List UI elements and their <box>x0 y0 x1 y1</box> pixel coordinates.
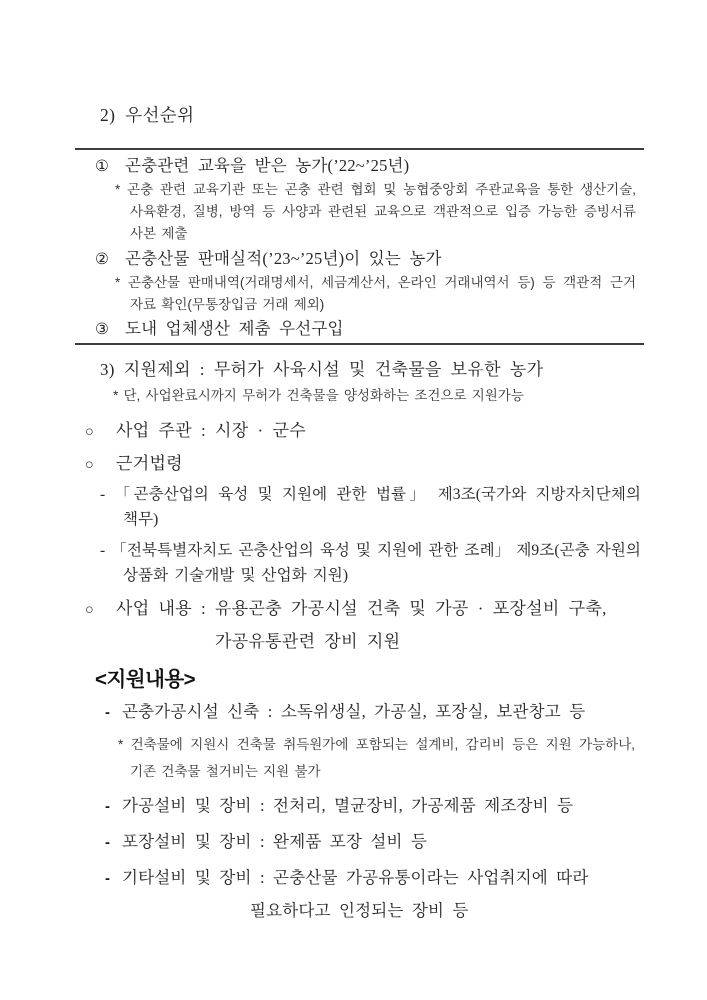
section-2-heading: 2) 우선순위 <box>100 105 195 125</box>
law-citation-2 <box>100 538 641 588</box>
priority-item-3-title: 도내 업체생산 제춤 우선구입 <box>125 319 344 338</box>
legal-basis-title: 근거법령 <box>116 454 183 473</box>
circled-1-marker: ① <box>95 158 110 175</box>
business-content-line2: 가공유통관련 장비 지원 <box>215 632 401 651</box>
law-citation-1 <box>100 482 641 532</box>
business-content-row <box>85 597 641 622</box>
business-lead-text: 사업 주관 : 시장 · 군수 <box>116 421 307 440</box>
legal-basis-row <box>85 452 641 477</box>
support-item-other <box>105 865 641 891</box>
priority-item-1-note: * 곤충 관련 교육기관 또는 곤충 관련 협회 및 농협중앙회 주관교육을 통한 생산기술, 사육환경, 질병, 방역 등 사양과 관련된 교육으로 객관적으로 입증 가능한 증빙서류 사본 제출 <box>115 182 636 241</box>
dash-marker: - <box>100 486 106 503</box>
circle-bullet-icon: ○ <box>85 457 95 473</box>
circle-bullet-icon: ○ <box>85 602 95 618</box>
support-item-facility <box>105 699 641 725</box>
support-item-facility-note: * 건축물에 지원시 건축물 취득원가에 포함되는 설계비, 감리비 등은 지원 가능하나, 기존 건축물 철거비는 지원 불가 <box>118 737 635 779</box>
dash-marker: - <box>100 542 106 559</box>
support-contents-heading: <지원내용> <box>95 668 196 691</box>
circle-bullet-icon: ○ <box>85 424 95 440</box>
priority-item-2 <box>75 247 644 271</box>
business-content-line1: 사업 내용 : 유용곤충 가공시설 건축 및 가공 · 포장설비 구축, <box>116 599 607 618</box>
section-3-heading: 3) 지원제외 : 무허가 사육시설 및 건축물을 보유한 농가 <box>100 360 544 379</box>
priority-item-2-title: 곤충산물 판매실적(’23~’25년)이 있는 농가 <box>125 249 442 268</box>
support-item-processing <box>105 793 641 819</box>
dash-bullet-icon: - <box>105 834 111 851</box>
dash-bullet-icon: - <box>105 870 111 887</box>
support-item-other-line2: 필요하다고 인정되는 장비 등 <box>250 901 469 920</box>
business-lead-row <box>85 419 641 444</box>
support-item-other-text: 기타설비 및 장비 : 곤충산물 가공유통이라는 사업취지에 따라 <box>122 868 589 887</box>
priority-item-3 <box>75 317 644 341</box>
law-citation-1-text: 「곤충산업의 육성 및 지원에 관한 법률」 제3조(국가와 지방자치단체의 책무) <box>114 486 641 528</box>
priority-box <box>75 148 644 345</box>
dash-bullet-icon: - <box>105 798 111 815</box>
priority-item-1-title: 곤충관련 교육을 받은 농가(’22~’25년) <box>125 156 410 175</box>
circled-3-marker: ③ <box>95 321 110 338</box>
circled-2-marker: ② <box>95 251 110 268</box>
support-item-packaging-text: 포장설비 및 장비 : 완제품 포장 설비 등 <box>122 832 428 851</box>
dash-bullet-icon: - <box>105 704 111 721</box>
priority-item-2-note: * 곤충산물 판매내역(거래명세서, 세금계산서, 온라인 거래내역서 등) 등 객관적 근거 자료 확인(무통장입금 거래 제외) <box>115 275 636 312</box>
priority-item-1 <box>75 154 644 178</box>
section-3-note: * 단, 사업완료시까지 무허가 건축물을 양성화하는 조건으로 지원가능 <box>113 388 524 403</box>
support-item-processing-text: 가공설비 및 장비 : 전처리, 멸균장비, 가공제품 제조장비 등 <box>122 796 574 815</box>
support-item-packaging <box>105 829 641 855</box>
support-item-facility-text: 곤충가공시설 신축 : 소독위생실, 가공실, 포장실, 보관창고 등 <box>122 702 586 721</box>
law-citation-2-text: 「전북특별자치도 곤충산업의 육성 및 지원에 관한 조례」 제9조(곤충 자원의 상품화 기술개발 및 산업화 지원) <box>111 542 641 584</box>
